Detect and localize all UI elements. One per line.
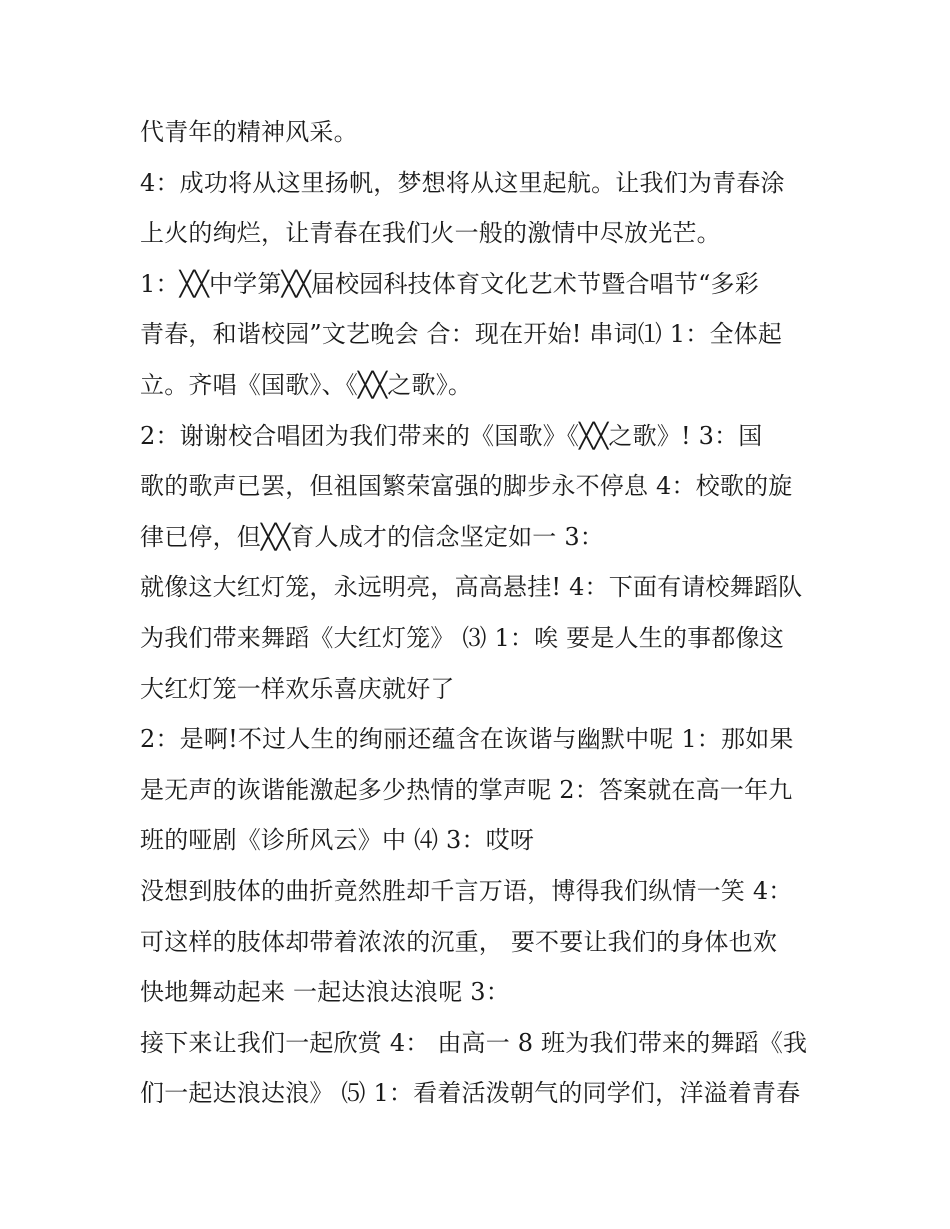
text-line: 立。齐唱《国歌》、《╳╳之歌》。 xyxy=(140,370,473,399)
text-line: 4：成功将从这里扬帆，梦想将从这里起航。让我们为青春涂 xyxy=(140,168,785,197)
text-line: 律已停，但╳╳育人成才的信念坚定如一 3： xyxy=(140,522,604,551)
text-line: 歌的歌声已罢，但祖国繁荣富强的脚步永不停息 4：校歌的旋 xyxy=(140,472,793,501)
text-line: 大红灯笼一样欢乐喜庆就好了 xyxy=(140,674,455,703)
text-line: 没想到肢体的曲折竟然胜却千言万语，博得我们纵情一笑 4： xyxy=(140,876,793,905)
text-line: 2：是啊!不过人生的绚丽还蕴含在诙谐与幽默中呢 1：那如果 xyxy=(140,725,794,754)
text-line: 1：╳╳中学第╳╳届校园科技体育文化艺术节暨合唱节“多彩 xyxy=(140,269,759,298)
text-line: 青春，和谐校园”文艺晚会 合：现在开始! 串词⑴ 1：全体起 xyxy=(140,320,783,349)
text-line: 上火的绚烂，让青春在我们火一般的激情中尽放光芒。 xyxy=(140,219,721,248)
text-line: 代青年的精神风采。 xyxy=(140,118,358,146)
text-line: 接下来让我们一起欣赏 4： 由高一 8 班为我们带来的舞蹈《我 xyxy=(140,1028,808,1057)
text-line: 可这样的肢体却带着浓浓的沉重， 要不要让我们的身体也欢 xyxy=(140,927,778,956)
text-line: 为我们带来舞蹈《大红灯笼》 ⑶ 1：唉 要是人生的事都像这 xyxy=(140,623,784,652)
text-line: 2：谢谢校合唱团为我们带来的《国歌》《╳╳之歌》! 3：国 xyxy=(140,421,763,450)
text-line: 快地舞动起来 一起达浪达浪呢 3： xyxy=(140,978,510,1007)
text-line: 就像这大红灯笼，永远明亮，高高悬挂! 4：下面有请校舞蹈队 xyxy=(140,573,803,602)
text-line: 是无声的诙谐能激起多少热情的掌声呢 2：答案就在高一年九 xyxy=(140,775,793,804)
document-body xyxy=(140,107,820,1119)
text-line: 班的哑剧《诊所风云》中 ⑷ 3：哎呀 xyxy=(140,826,535,855)
text-line: 们一起达浪达浪》 ⑸ 1：看着活泼朝气的同学们，洋溢着青春 xyxy=(140,1079,801,1108)
